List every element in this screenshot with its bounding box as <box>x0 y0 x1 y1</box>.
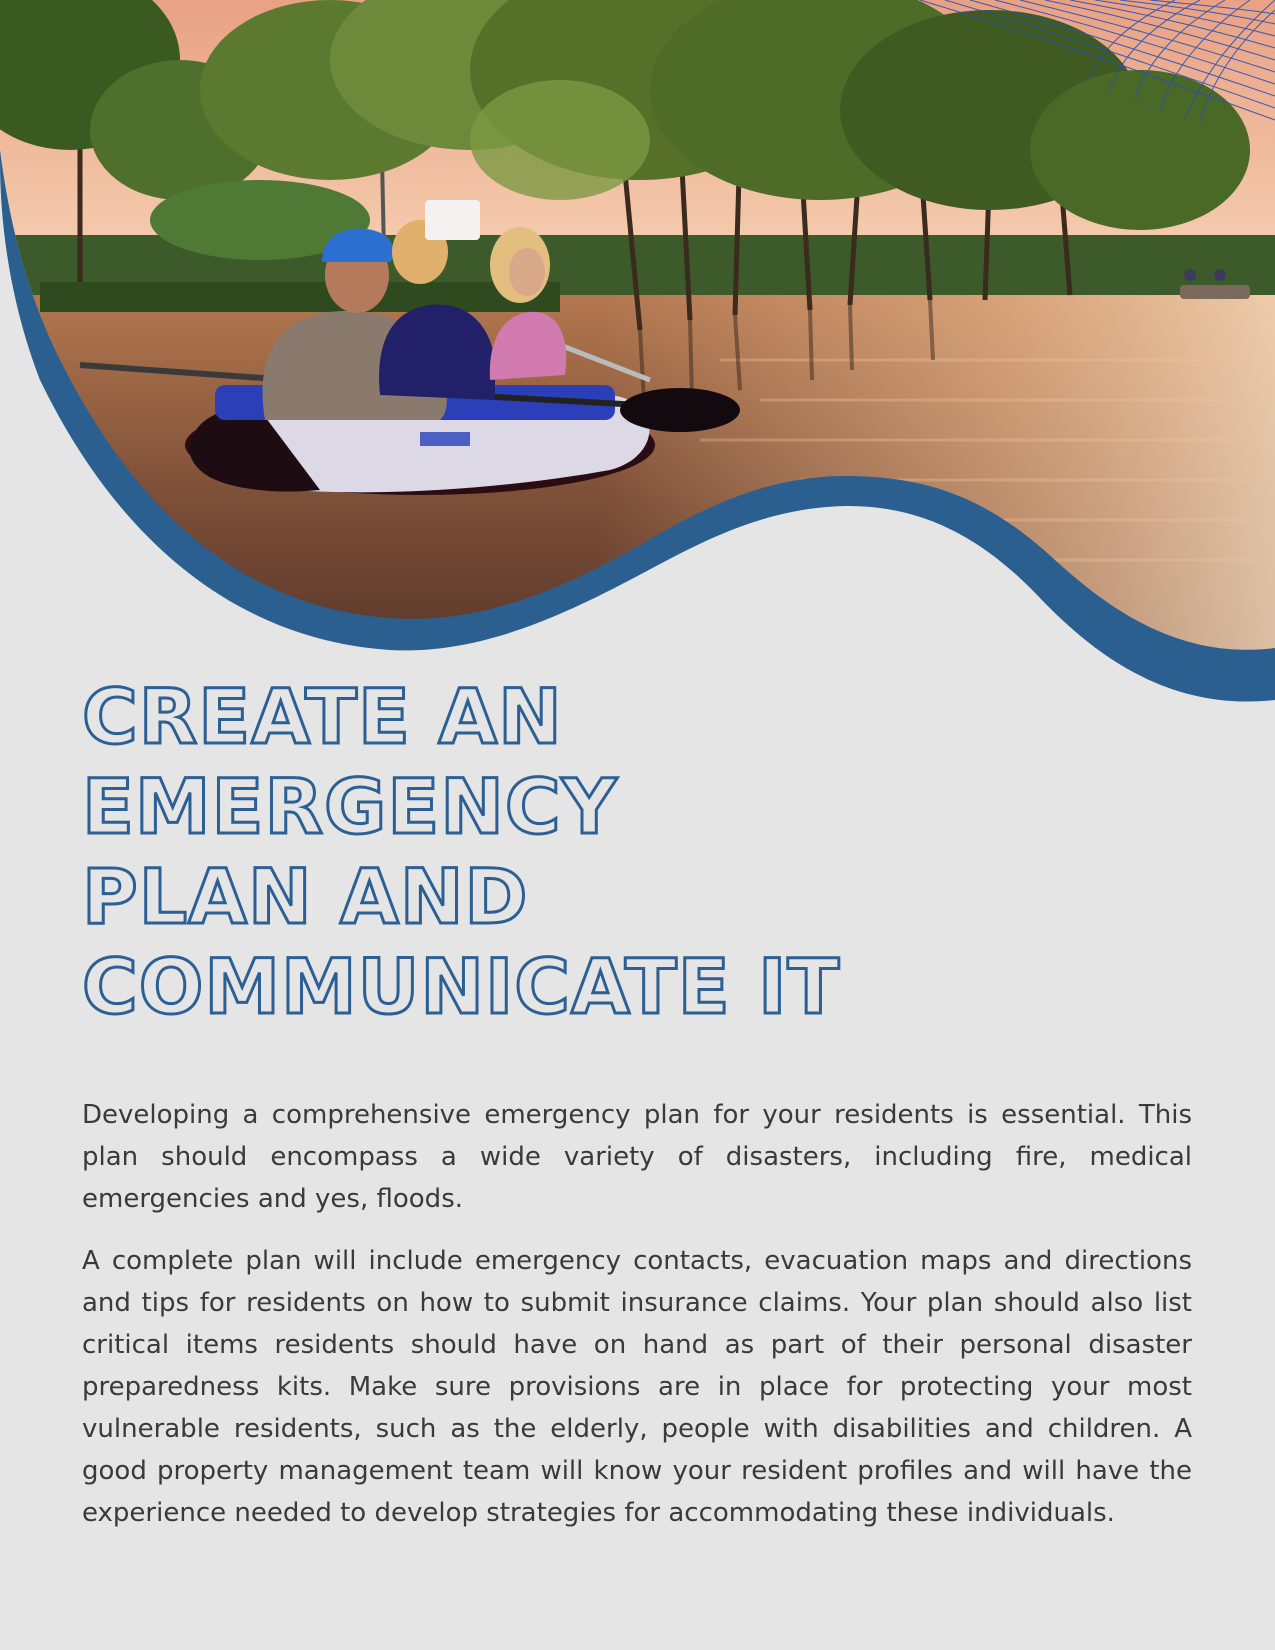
title-line: EMERGENCY <box>82 762 618 851</box>
paragraph: A complete plan will include emergency contacts, evacuation maps and directions and tips for residents on how to submit insurance claims. Your plan should also list critical items residents should have on hand as part of their personal disaster preparedness kits. Make sure provisions are in place for protecting your most vulnerable residents, such as the elderly, people with disabilities and children. A good property management team will know your resident profiles and will have the experience needed to develop strategies for accommodating these individuals. <box>82 1246 1192 1528</box>
hero-photo <box>0 0 1275 720</box>
page-title <box>82 672 840 1032</box>
title-line: PLAN AND <box>82 852 529 941</box>
title-line: COMMUNICATE IT <box>82 942 841 1031</box>
title-line: CREATE AN <box>82 672 563 761</box>
paragraph: Developing a comprehensive emergency plan for your residents is essential. This plan should encompass a wide variety of disasters, including fire, medical emergencies and yes, floods. <box>82 1100 1192 1214</box>
body-text <box>82 1094 1192 1554</box>
